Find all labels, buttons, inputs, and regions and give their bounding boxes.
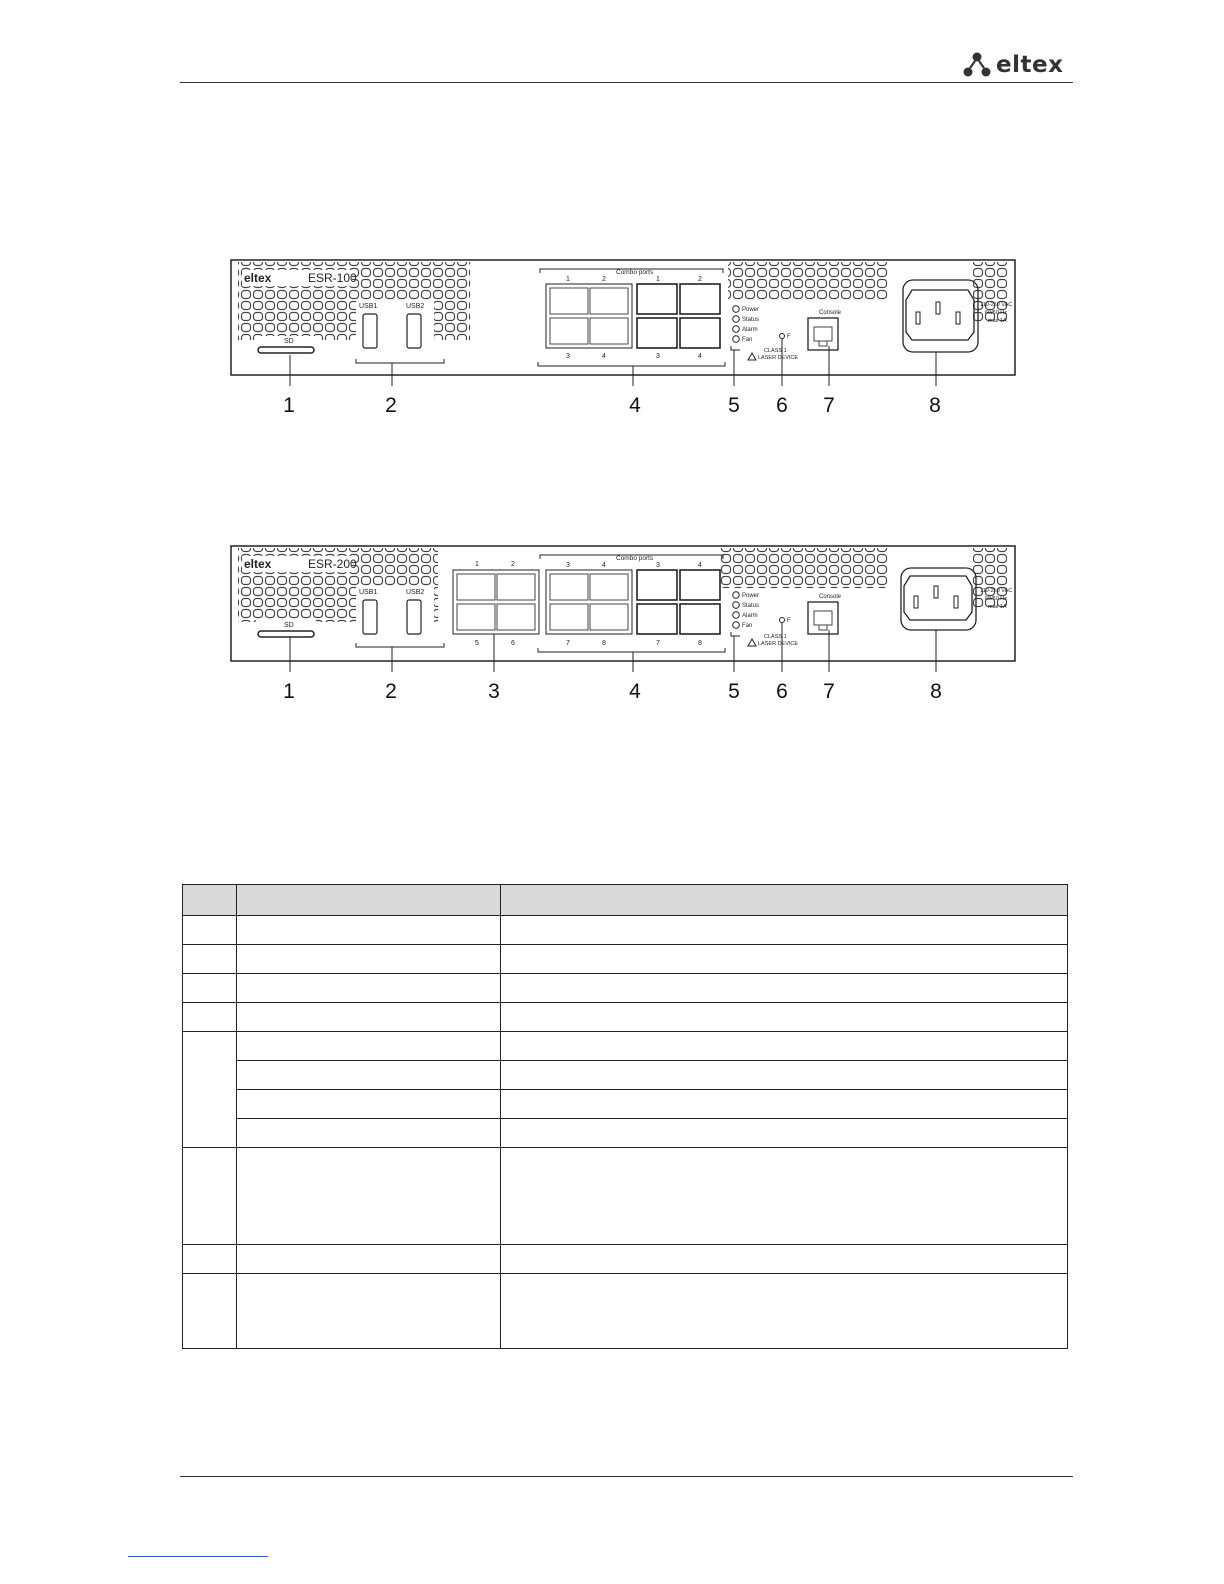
callout-4: 4 bbox=[629, 680, 641, 703]
power-spec-current: max 1A bbox=[988, 318, 1007, 324]
led-label-alarm: Alarm bbox=[742, 613, 758, 619]
led-label-fan: Fan bbox=[742, 623, 753, 629]
table-cell bbox=[183, 1148, 237, 1245]
rj45-top-label-3: 3 bbox=[566, 562, 570, 569]
sfp-bottom-label-3: 3 bbox=[656, 353, 660, 360]
table-cell bbox=[237, 945, 501, 974]
sd-icon: SD bbox=[284, 622, 294, 629]
led-label-power: Power bbox=[742, 307, 760, 313]
laser-class-label: CLASS 1 bbox=[764, 348, 787, 354]
table-cell bbox=[501, 1090, 1068, 1119]
brand-label: eltex bbox=[244, 271, 272, 285]
table-row bbox=[183, 1090, 1068, 1119]
sfp-bottom-label-4: 4 bbox=[698, 353, 702, 360]
table-cell bbox=[183, 1245, 237, 1274]
sfp-top-label-4: 4 bbox=[698, 562, 702, 569]
table-cell bbox=[501, 974, 1068, 1003]
table-row bbox=[183, 1148, 1068, 1245]
table-row bbox=[183, 1032, 1068, 1061]
parts-table bbox=[182, 884, 1068, 1349]
callout-3: 3 bbox=[488, 680, 500, 703]
table-row bbox=[183, 916, 1068, 945]
sfp-bottom-label-8: 8 bbox=[698, 640, 702, 647]
callout-7: 7 bbox=[823, 394, 835, 417]
group3-bottom-label-6: 6 bbox=[511, 640, 515, 647]
table-cell bbox=[237, 916, 501, 945]
console-label: Console bbox=[819, 310, 842, 316]
table-row bbox=[183, 1245, 1068, 1274]
console-label: Console bbox=[819, 594, 842, 600]
led-label-power: Power bbox=[742, 593, 760, 599]
vent-grille-middle bbox=[720, 548, 888, 588]
logo-text: eltex bbox=[996, 52, 1064, 78]
callout-7: 7 bbox=[823, 680, 835, 703]
header-description bbox=[501, 885, 1068, 916]
footer-rule bbox=[180, 1476, 1073, 1477]
table-cell bbox=[183, 916, 237, 945]
table-cell bbox=[237, 1274, 501, 1349]
usb1-label: USB1 bbox=[359, 589, 378, 596]
table-cell bbox=[501, 1245, 1068, 1274]
callout-1: 1 bbox=[283, 680, 295, 703]
rj45-bottom-label-4: 4 bbox=[602, 353, 606, 360]
header-rule bbox=[180, 82, 1073, 83]
table-cell bbox=[237, 1003, 501, 1032]
group3-bottom-label-5: 5 bbox=[475, 640, 479, 647]
table-cell bbox=[501, 1003, 1068, 1032]
sd-icon: SD bbox=[284, 338, 294, 345]
rj45-bottom-label-7: 7 bbox=[566, 640, 570, 647]
power-spec-voltage: 110-250 VAC bbox=[980, 302, 1013, 308]
power-spec-frequency: 60/50 Hz bbox=[985, 310, 1008, 316]
laser-device-label: LASER DEVICE bbox=[758, 355, 799, 361]
table-cell bbox=[501, 1274, 1068, 1349]
table-row bbox=[183, 1274, 1068, 1349]
callout-5: 5 bbox=[728, 394, 740, 417]
callout-2: 2 bbox=[385, 680, 397, 703]
usb2-label: USB2 bbox=[406, 303, 425, 310]
rj45-top-label-1: 1 bbox=[566, 276, 570, 283]
sfp-top-label-2: 2 bbox=[698, 276, 702, 283]
table-cell bbox=[501, 1032, 1068, 1061]
table-cell bbox=[237, 1032, 501, 1061]
table-cell bbox=[237, 1148, 501, 1245]
table-cell bbox=[501, 1148, 1068, 1245]
callout-4: 4 bbox=[629, 394, 641, 417]
power-spec-current: max 1A bbox=[988, 604, 1007, 610]
sfp-top-label-1: 1 bbox=[656, 276, 660, 283]
table-cell bbox=[501, 1119, 1068, 1148]
model-label: ESR-200 bbox=[308, 557, 357, 571]
callout-5: 5 bbox=[728, 680, 740, 703]
brand-label: eltex bbox=[244, 557, 272, 571]
rj45-top-label-2: 2 bbox=[602, 276, 606, 283]
rj45-bottom-label-8: 8 bbox=[602, 640, 606, 647]
table-cell bbox=[183, 974, 237, 1003]
callout-8: 8 bbox=[930, 680, 942, 703]
sfp-top-label-3: 3 bbox=[656, 562, 660, 569]
table-cell bbox=[237, 1061, 501, 1090]
model-label: ESR-100 bbox=[308, 271, 357, 285]
power-spec-frequency: 60/50 Hz bbox=[985, 596, 1008, 602]
table-cell bbox=[237, 1090, 501, 1119]
table-cell bbox=[237, 1119, 501, 1148]
group3-top-label-2: 2 bbox=[511, 561, 515, 568]
eltex-logo-icon bbox=[962, 52, 992, 78]
table-cell bbox=[501, 1061, 1068, 1090]
table-row bbox=[183, 945, 1068, 974]
laser-class-label: CLASS 1 bbox=[764, 634, 787, 640]
table-cell bbox=[183, 1274, 237, 1349]
reset-label: F bbox=[787, 618, 791, 624]
table-cell bbox=[501, 945, 1068, 974]
table-header-row bbox=[183, 885, 1068, 916]
led-label-status: Status bbox=[742, 317, 760, 323]
laser-device-label: LASER DEVICE bbox=[758, 641, 799, 647]
group3-top-label-1: 1 bbox=[475, 561, 479, 568]
callout-1: 1 bbox=[283, 394, 295, 417]
reset-label: F bbox=[787, 334, 791, 340]
table-row bbox=[183, 1119, 1068, 1148]
rj45-top-label-4: 4 bbox=[602, 562, 606, 569]
combo-ports-title: Combo ports bbox=[616, 269, 654, 276]
vent-grille-middle bbox=[728, 262, 888, 300]
rj45-bottom-label-3: 3 bbox=[566, 353, 570, 360]
figure-esr100 bbox=[228, 256, 1018, 423]
table-cell bbox=[183, 1003, 237, 1032]
combo-ports-title: Combo ports bbox=[616, 555, 654, 562]
header-no bbox=[183, 885, 237, 916]
table-cell bbox=[183, 1032, 237, 1148]
table-row bbox=[183, 1061, 1068, 1090]
table-cell bbox=[501, 916, 1068, 945]
table-row bbox=[183, 974, 1068, 1003]
table-cell bbox=[237, 1245, 501, 1274]
callout-8: 8 bbox=[929, 394, 941, 417]
led-label-alarm: Alarm bbox=[742, 327, 758, 333]
power-spec-voltage: 110-250 VAC bbox=[980, 588, 1013, 594]
table-row bbox=[183, 1003, 1068, 1032]
figure-esr200 bbox=[228, 542, 1018, 709]
eltex-logo bbox=[962, 52, 1063, 78]
led-label-status: Status bbox=[742, 603, 760, 609]
callout-6: 6 bbox=[776, 394, 788, 417]
callout-6: 6 bbox=[776, 680, 788, 703]
header-element bbox=[237, 885, 501, 916]
sfp-bottom-label-7: 7 bbox=[656, 640, 660, 647]
table-cell bbox=[183, 945, 237, 974]
usb2-label: USB2 bbox=[406, 589, 425, 596]
table-cell bbox=[237, 974, 501, 1003]
led-label-fan: Fan bbox=[742, 337, 753, 343]
usb1-label: USB1 bbox=[359, 303, 378, 310]
callout-2: 2 bbox=[385, 394, 397, 417]
footer-link-underline[interactable] bbox=[128, 1556, 268, 1557]
